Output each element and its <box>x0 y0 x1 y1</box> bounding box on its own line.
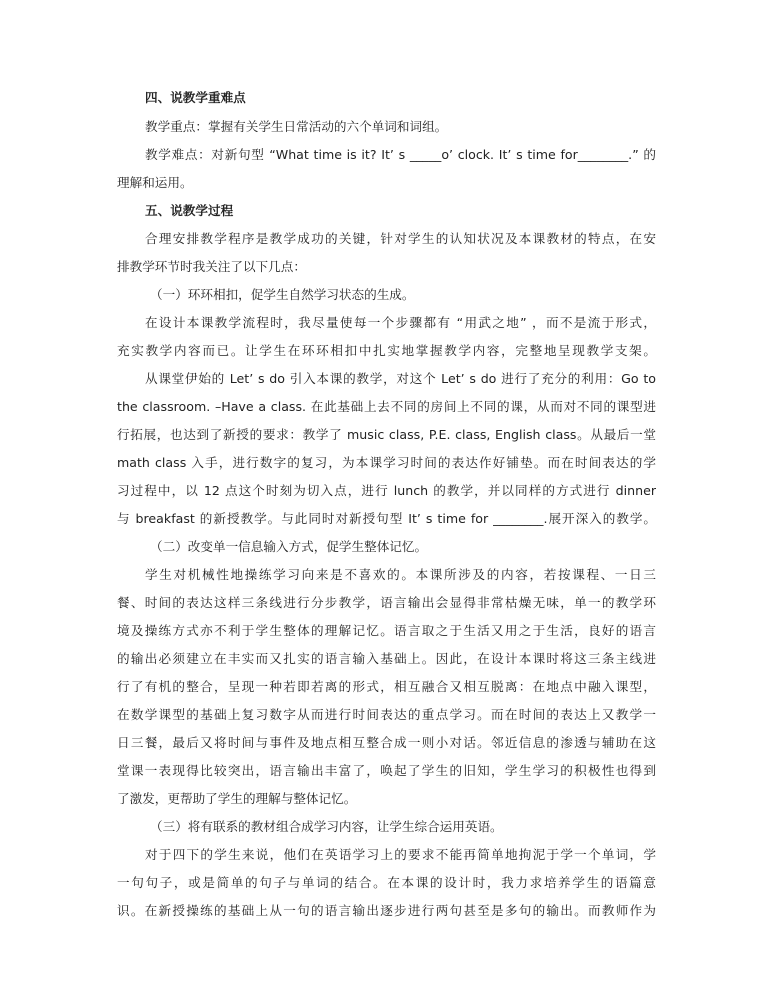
paragraph-line: 习过程中，以 12 点这个时刻为切入点，进行 lunch 的教学，并以同样的方式进行 dinner <box>117 483 656 498</box>
paragraph-line: 行拓展，也达到了新授的要求：教学了 music class, P.E. class, English class。从最后一堂 <box>117 427 656 442</box>
paragraph-line: 日三餐，最后又将时间与事件及地点相互整合成一则小对话。邻近信息的渗透与辅助在这 <box>117 735 656 750</box>
paragraph-line: 行了有机的整合，呈现一种若即若离的形式，相互融合又相互脱离：在地点中融入课型， <box>117 679 656 694</box>
section-heading-key-points: 四、说教学重难点 <box>145 90 246 105</box>
paragraph-line: 教学重点：掌握有关学生日常活动的六个单词和词组。 <box>145 119 448 134</box>
paragraph-line: 一句句子，或是简单的句子与单词的结合。在本课的设计时，我力求培养学生的语篇意 <box>117 875 656 890</box>
section-heading-teaching-process: 五、说教学过程 <box>145 203 234 218</box>
paragraph-line: 对于四下的学生来说，他们在英语学习上的要求不能再简单地拘泥于学一个单词，学 <box>145 847 656 862</box>
paragraph-line: math class 入手，进行数字的复习，为本课学习时间的表达作好铺垫。而在时间表达的学 <box>117 455 656 470</box>
paragraph-line: 在设计本课教学流程时，我尽量使每一个步骤都有 “用武之地” ，而不是流于形式， <box>145 315 656 330</box>
paragraph-line: 境及操练方式亦不利于学生整体的理解记忆。语言取之于生活又用之于生活，良好的语言 <box>117 623 656 638</box>
paragraph-line: 了激发，更帮助了学生的理解与整体记忆。 <box>117 791 357 806</box>
paragraph-line: 堂课一表现得比较突出，语言输出丰富了，唤起了学生的旧知，学生学习的积极性也得到 <box>117 763 656 778</box>
subsection-heading-3: （三）将有联系的教材组合成学习内容，让学生综合运用英语。 <box>150 819 503 834</box>
paragraph-line: 排教学环节时我关注了以下几点： <box>117 259 306 274</box>
paragraph-line: 的输出必须建立在丰实而又扎实的语言输入基础上。因此，在设计本课时将这三条主线进 <box>117 651 656 666</box>
paragraph-line: 理解和运用。 <box>117 175 193 190</box>
paragraph-line: 教学难点：对新句型 “What time is it? It’ s _____o’ clock. It’ s time for________.” 的 <box>145 147 656 162</box>
paragraph-line: 识。在新授操练的基础上从一句的语言输出逐步进行两句甚至是多句的输出。而教师作为 <box>117 903 656 918</box>
paragraph-line: 充实教学内容而已。让学生在环环相扣中扎实地掌握教学内容，完整地呈现教学支架。 <box>117 343 656 358</box>
paragraph-line: 从课堂伊始的 Let’ s do 引入本课的教学，对这个 Let’ s do 进行了充分的利用：Go to <box>145 371 656 386</box>
paragraph-line: 合理安排教学程序是教学成功的关键，针对学生的认知状况及本课教材的特点，在安 <box>145 231 656 246</box>
paragraph-line: 学生对机械性地操练学习向来是不喜欢的。本课所涉及的内容，若按课程、一日三 <box>145 567 656 582</box>
paragraph-line: 在数学课型的基础上复习数字从而进行时间表达的重点学习。而在时间的表达上又教学一 <box>117 707 656 722</box>
paragraph-line: the classroom. –Have a class. 在此基础上去不同的房间上不同的课，从而对不同的课型进 <box>117 399 656 414</box>
paragraph-line: 与 breakfast 的新授教学。与此同时对新授句型 It’ s time for ________.展开深入的教学。 <box>117 511 656 526</box>
subsection-heading-1: （一）环环相扣，促学生自然学习状态的生成。 <box>150 287 415 302</box>
paragraph-line: 餐、时间的表达这样三条线进行分步教学，语言输出会显得非常枯燥无味，单一的教学环 <box>117 595 656 610</box>
subsection-heading-2: （二）改变单一信息输入方式，促学生整体记忆。 <box>150 539 428 554</box>
